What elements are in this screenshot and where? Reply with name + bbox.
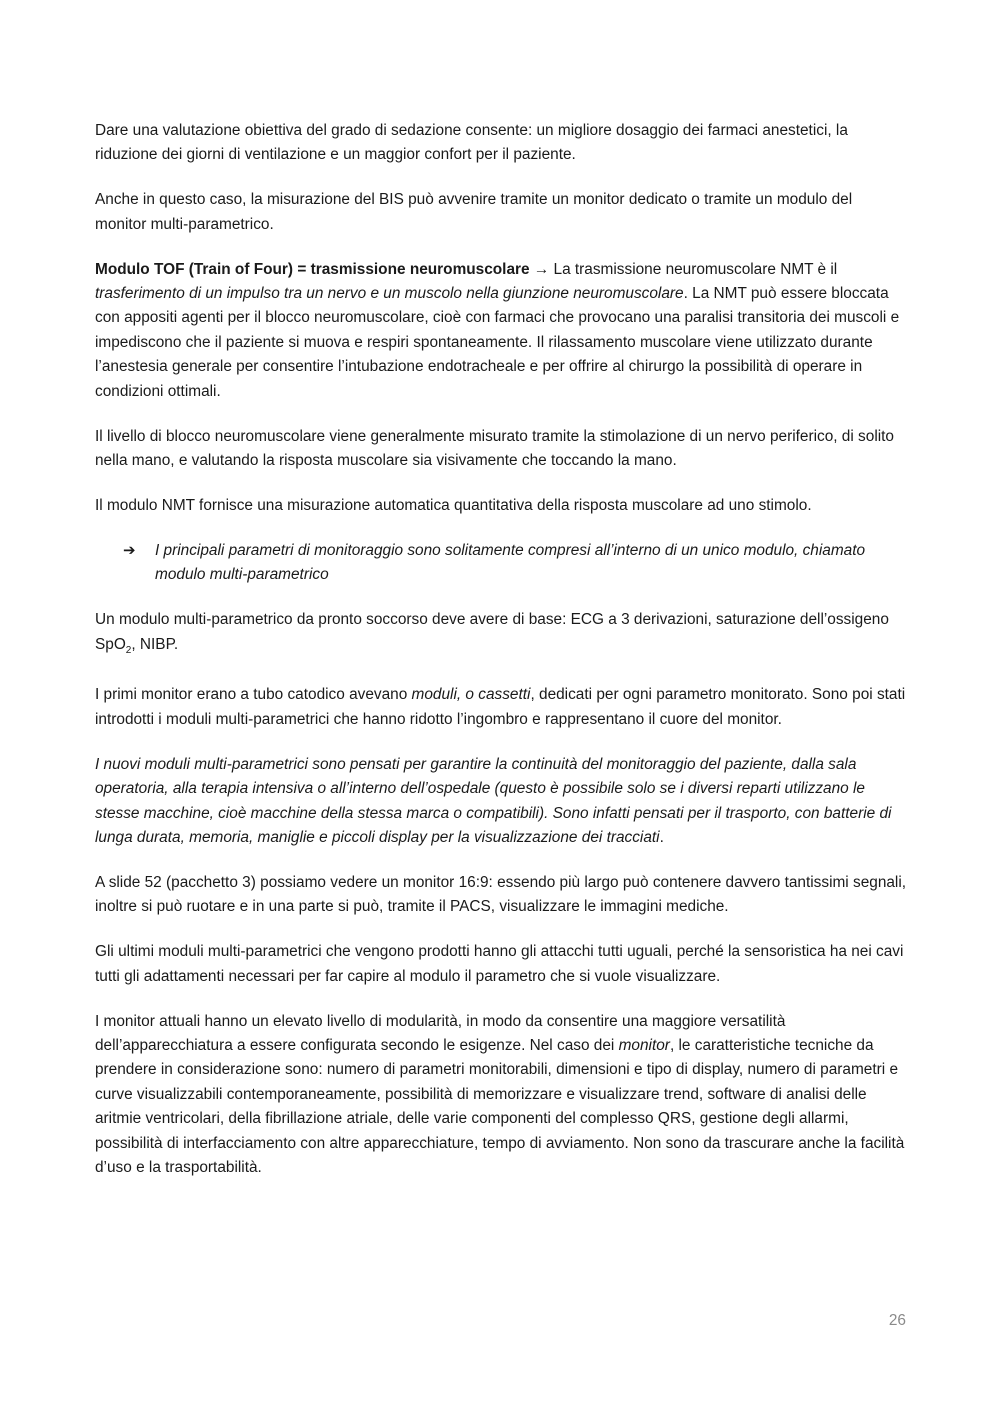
paragraph-current-monitors: [95, 1010, 907, 1181]
new-modules-italic: I nuovi moduli multi-parametrici sono pensati per garantire la continuità del monitoraggio del paziente, dalla sala operatoria, alla terapia intensiva o all’interno dell’ospedale (questo è possibile solo se i diversi reparti utilizzano le stesse macchine, cioè macchine della stessa marca o compatibili). Sono infatti pensati per il trasporto, con batterie di lunga durata, memoria, maniglie e piccoli display per la visualizzazione dei tracciati: [95, 755, 892, 847]
paragraph-block-level: Il livello di blocco neuromuscolare viene generalmente misurato tramite la stimolazione di un nervo periferico, di solito nella mano, e valutando la risposta muscolare sia visivamente che toccando la mano.: [95, 427, 894, 469]
right-arrow-icon: →: [533, 260, 550, 278]
paragraph-new-modules: [95, 753, 907, 851]
current-monitors-italic: monitor: [618, 1036, 670, 1054]
emergency-text-1: Un modulo multi-parametrico da pronto soccorso deve avere di base: ECG a 3 derivazioni, saturazione dell’ossigeno SpO: [95, 611, 889, 653]
bullet-text: I principali parametri di monitoraggio sono solitamente compresi all’interno di un unico modulo, chiamato modulo multi-parametrico: [155, 541, 866, 584]
paragraph-sedation: Dare una valutazione obiettiva del grado di sedazione consente: un migliore dosaggio dei farmaci anestetici, la riduzione dei giorni di ventilazione e un maggior confort per il paziente.: [95, 122, 848, 164]
emergency-text-2: , NIBP.: [131, 635, 179, 653]
tof-text-1: La trasmissione neuromuscolare NMT è il: [549, 260, 838, 278]
first-monitors-italic: moduli, o cassetti: [411, 686, 531, 704]
paragraph-slide-52: A slide 52 (pacchetto 3) possiamo vedere un monitor 16:9: essendo più largo può contenere davvero tantissimi segnali, inoltre si può ruotare e in una parte si può, tramite il PACS, visualizzare le immagini mediche.: [95, 873, 907, 916]
paragraph-latest-modules: Gli ultimi moduli multi-parametrici che vengono prodotti hanno gli attacchi tutti uguali, perché la sensoristica ha nei cavi tutti gli adattamenti necessari per far capire al modulo il parametro che si vuole visualizzare.: [95, 943, 904, 985]
tof-heading: Modulo TOF (Train of Four) = trasmissione neuromuscolare: [95, 260, 530, 278]
page-number: 26: [888, 1312, 906, 1329]
paragraph-first-monitors: [95, 683, 907, 732]
spo2-subscript: 2: [125, 644, 132, 656]
current-monitors-text-2: , le caratteristiche tecniche da prendere in considerazione sono: numero di parametri monitorabili, dimensioni e tipo di display, numero di parametri e curve visualizzabili contemporaneamente, possibilità di memorizzare e visualizzare trend, software di analisi delle aritmie ventricolari, della fibrillazione atriale, delle varie componenti del complesso QRS, gestione degli allarmi, possibilità di interfacciamento con altre apparecchiature, tempo di avviamento. Non sono da trascurare anche la facilità d’uso e la trasportabilità.: [95, 1036, 905, 1176]
paragraph-nmt-module: Il modulo NMT fornisce una misurazione automatica quantitativa della risposta muscolare ad uno stimolo.: [95, 496, 812, 514]
document-body: [95, 119, 907, 1201]
paragraph-tof: [95, 258, 907, 404]
current-monitors-text-1: I monitor attuali hanno un elevato livello di modularità, in modo da consentire una maggiore versatilità dell’apparecchiatura a essere configurata secondo le esigenze. Nel caso dei: [95, 1012, 786, 1054]
bullet-item: [123, 539, 907, 588]
first-monitors-text-1: I primi monitor erano a tubo catodico avevano: [95, 686, 412, 704]
paragraph-bis: Anche in questo caso, la misurazione del BIS può avvenire tramite un monitor dedicato o tramite un modulo del monitor multi-parametrico.: [95, 191, 853, 233]
paragraph-emergency-module: [95, 608, 907, 663]
first-monitors-text-2: , dedicati per ogni parametro monitorato. Sono poi stati introdotti i moduli multi-parametrici che hanno ridotto l’ingombro e rappresentano il cuore del monitor.: [95, 686, 906, 728]
tof-definition: trasferimento di un impulso tra un nervo e un muscolo nella giunzione neuromuscolare: [95, 285, 684, 303]
new-modules-period: .: [659, 829, 664, 847]
tof-text-2: . La NMT può essere bloccata con appositi agenti per il blocco neuromuscolare, cioè con farmaci che provocano una paralisi transitoria dei muscoli e impediscono che il paziente si muova e respiri spontaneamente. Il rilassamento muscolare viene utilizzato durante l’anestesia generale per consentire l’intubazione endotracheale e per offrire al chirurgo la possibilità di operare in condizioni ottimali.: [95, 285, 900, 400]
bullet-arrow-icon: ➔: [123, 541, 136, 559]
